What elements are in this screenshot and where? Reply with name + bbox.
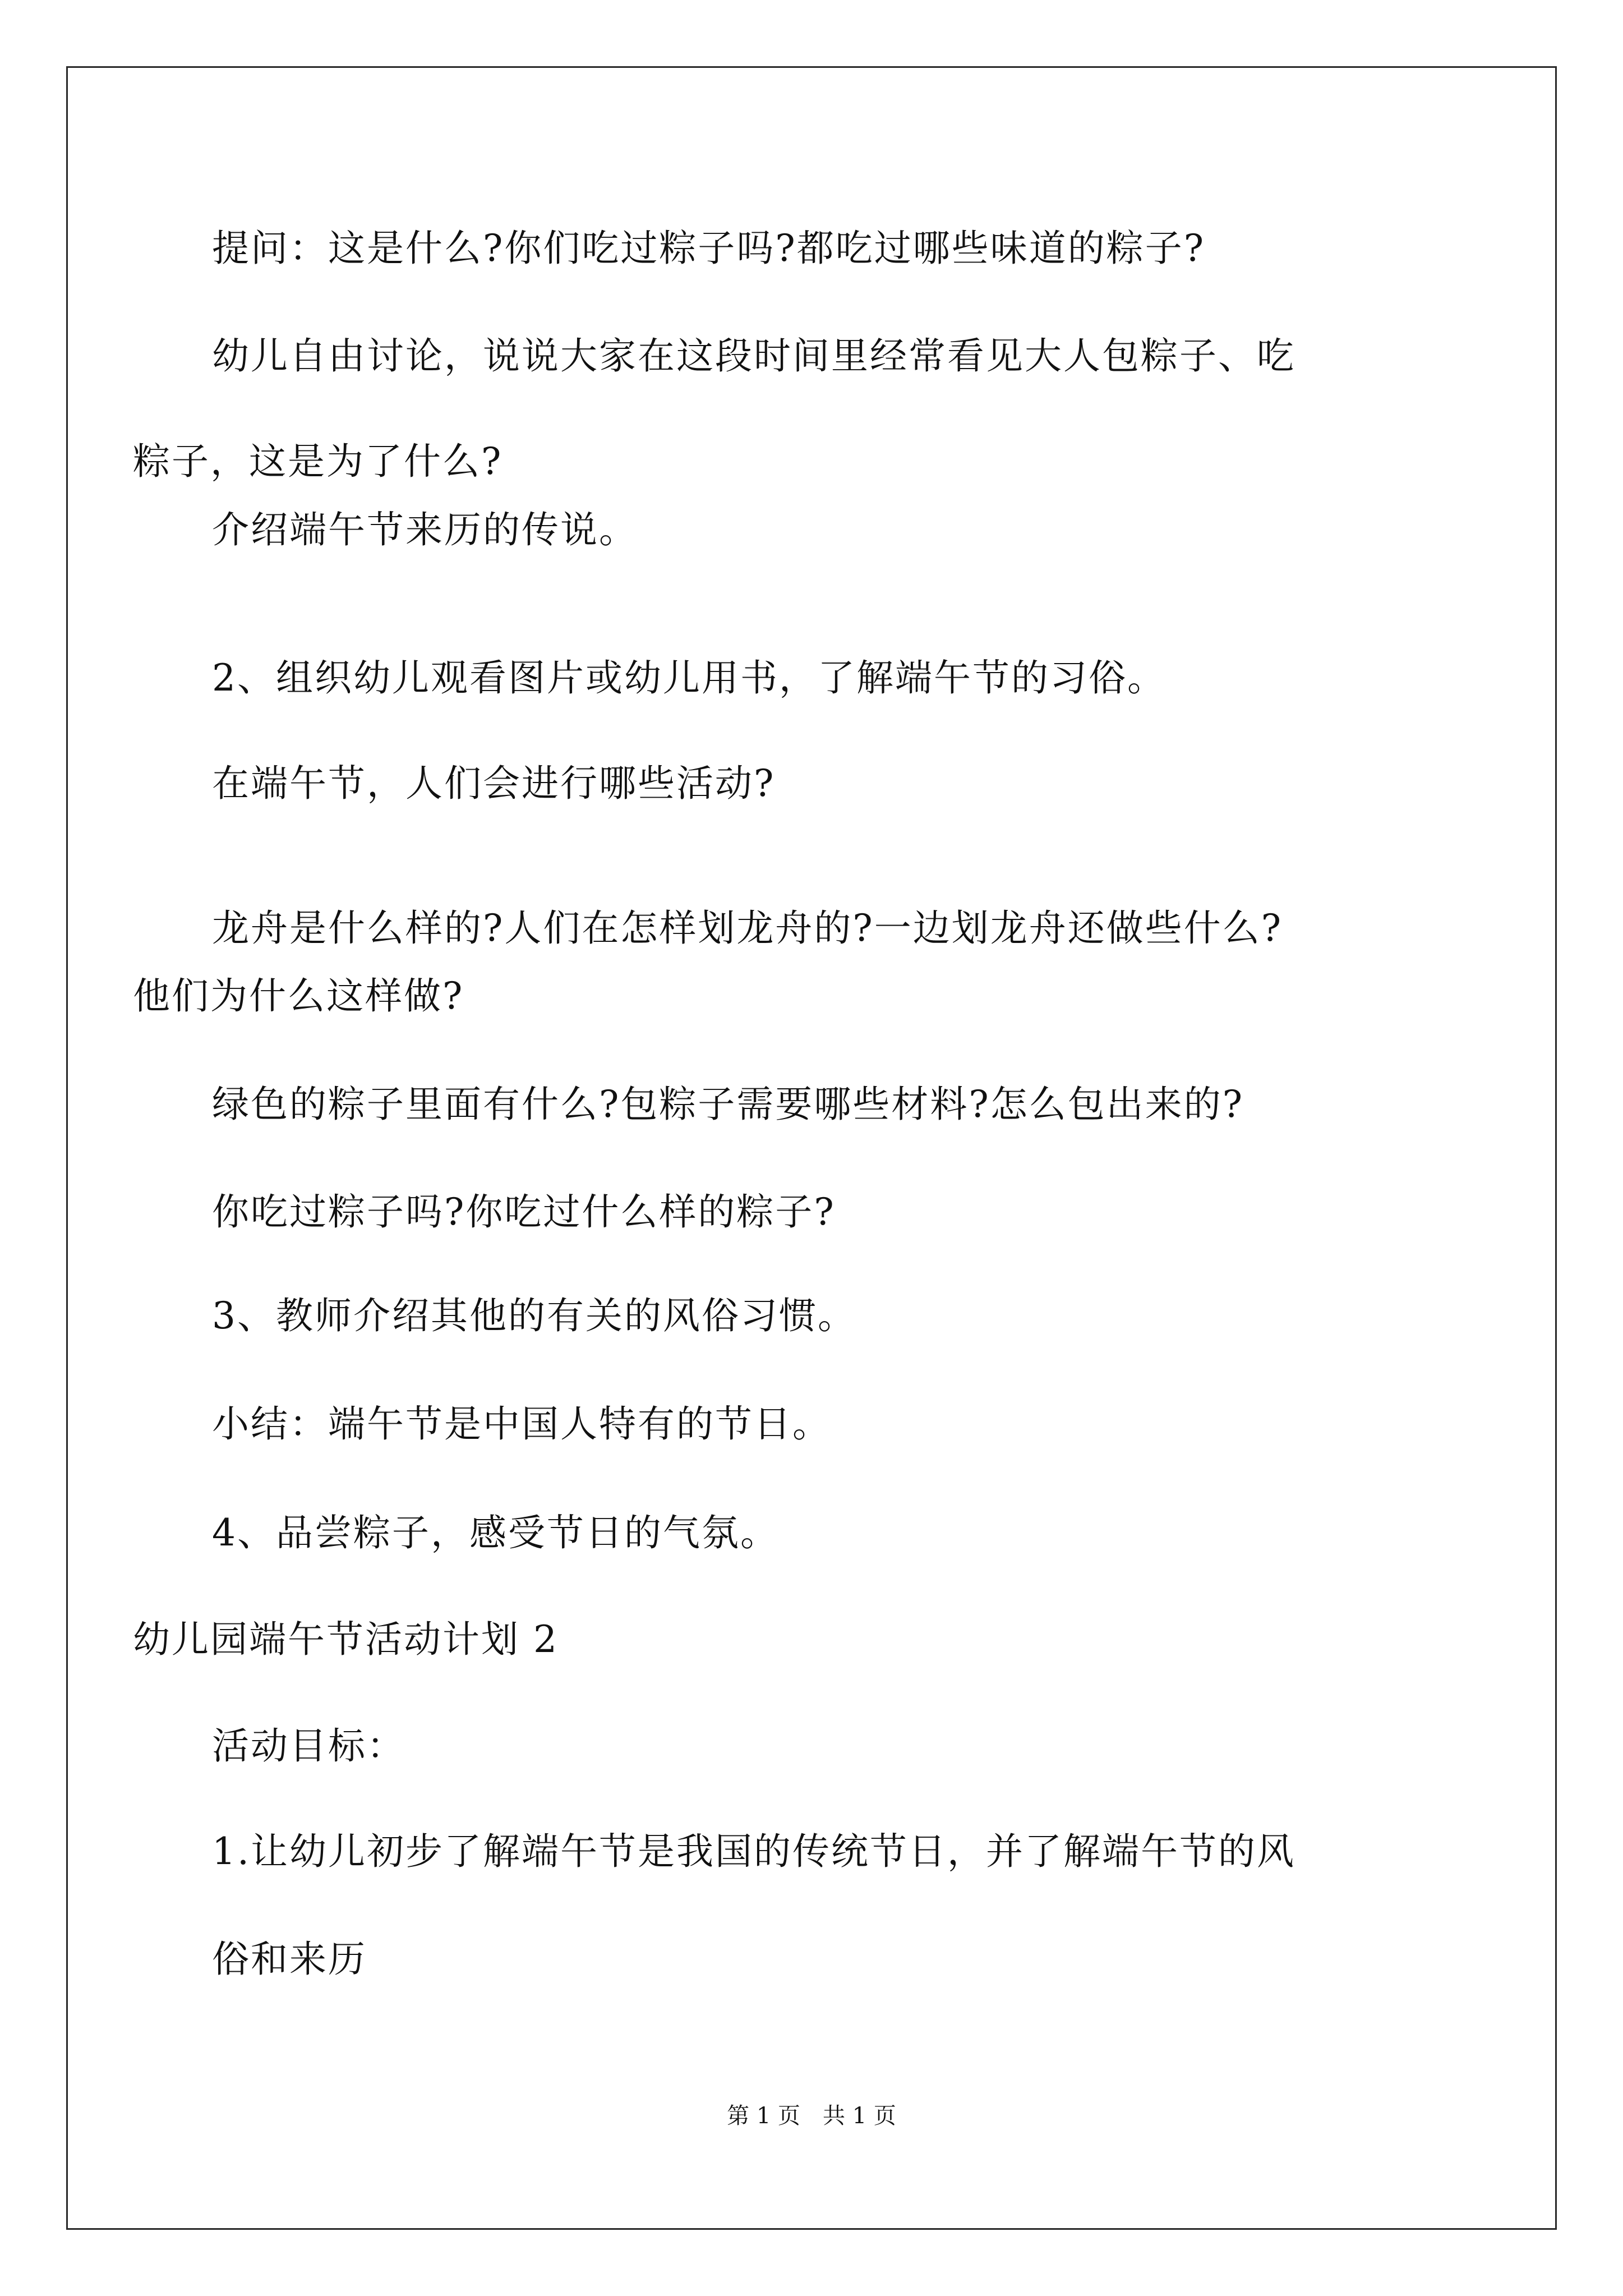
paragraph-discussion-line-2: 粽子，这是为了什么? (133, 440, 503, 483)
paragraph-dragon-boat-line-1: 龙舟是什么样的?人们在怎样划龙舟的?一边划龙舟还做些什么? (212, 907, 1283, 950)
section-heading: 幼儿园端午节活动计划 2 (133, 1618, 559, 1661)
paragraph-discussion-line-1: 幼儿自由讨论，说说大家在这段时间里经常看见大人包粽子、吃 (212, 334, 1295, 378)
paragraph-goal-1-line-2: 俗和来历 (212, 1938, 367, 1981)
paragraph-step-3: 3、教师介绍其他的有关的风俗习惯。 (212, 1294, 856, 1337)
paragraph-goal-1-line-1: 1.让幼儿初步了解端午节是我国的传统节日，并了解端午节的风 (212, 1830, 1295, 1873)
page-footer: 第 1 页 共 1 页 (727, 2103, 896, 2129)
paragraph-dragon-boat-line-2: 他们为什么这样做? (133, 974, 464, 1018)
paragraph-legend-intro: 介绍端午节来历的传说。 (212, 508, 638, 551)
paragraph-zongzi-tasted: 你吃过粽子吗?你吃过什么样的粽子? (212, 1190, 836, 1234)
paragraph-step-4: 4、品尝粽子，感受节日的气氛。 (212, 1511, 779, 1554)
paragraph-step-2: 2、组织幼儿观看图片或幼儿用书，了解端午节的习俗。 (212, 656, 1166, 700)
paragraph-activities-question: 在端午节，人们会进行哪些活动? (212, 762, 776, 805)
page-border (66, 66, 1557, 2230)
paragraph-goals-label: 活动目标： (212, 1724, 405, 1768)
paragraph-summary: 小结：端午节是中国人特有的节日。 (212, 1402, 831, 1446)
paragraph-zongzi-materials: 绿色的粽子里面有什么?包粽子需要哪些材料?怎么包出来的? (212, 1083, 1244, 1126)
paragraph-question: 提问：这是什么?你们吃过粽子吗?都吃过哪些味道的粽子? (212, 227, 1206, 270)
